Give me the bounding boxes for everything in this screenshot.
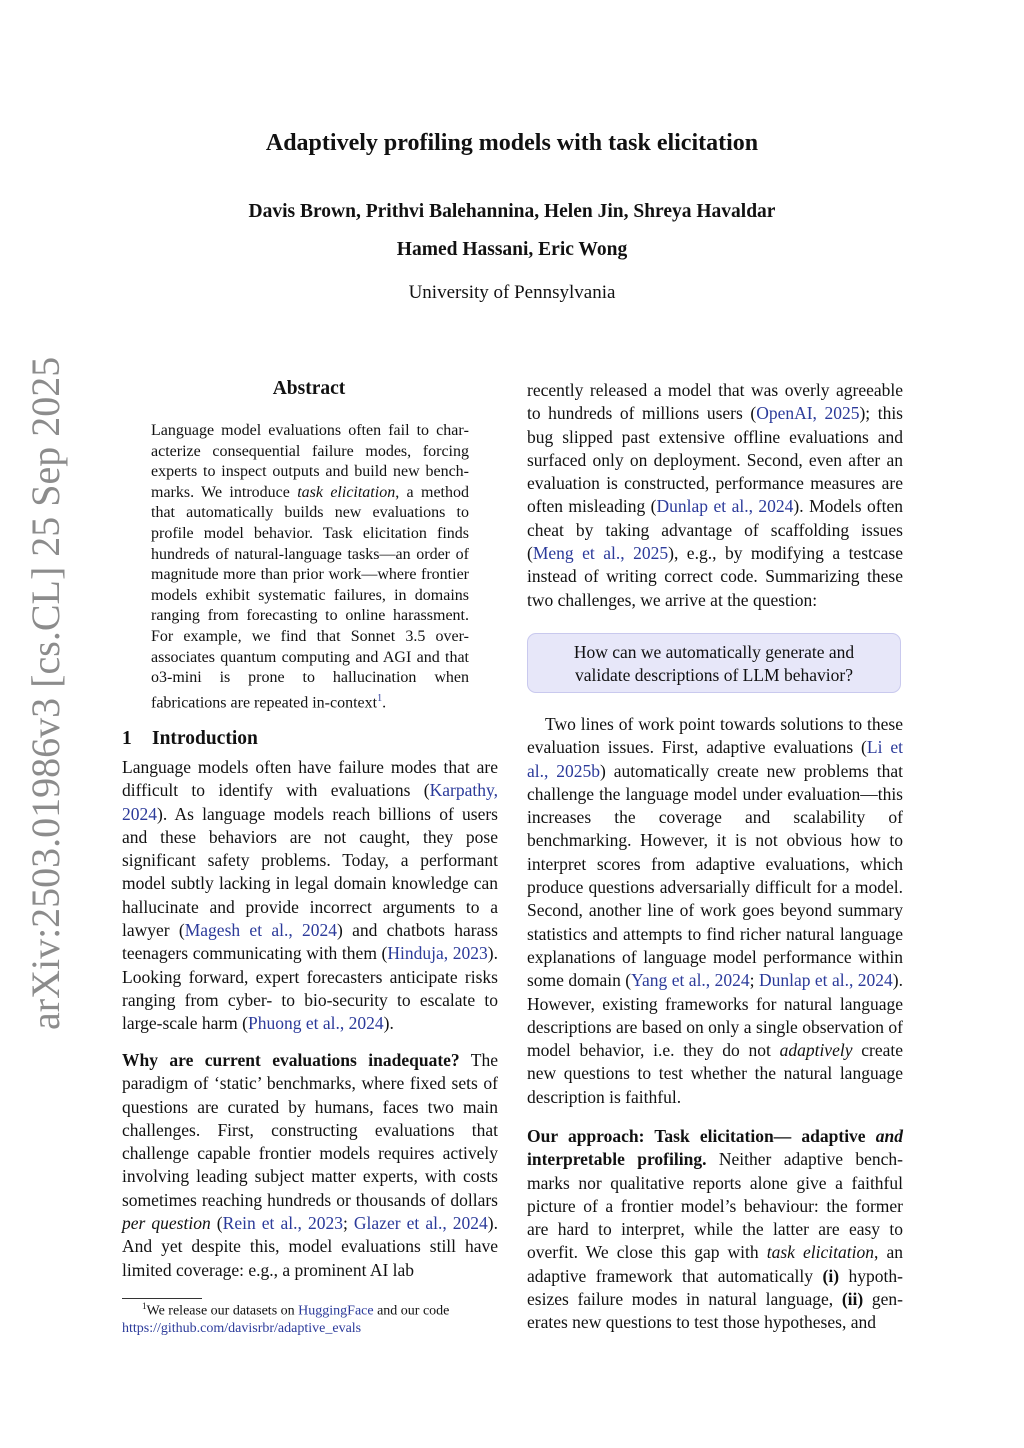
footnote-marker[interactable]: 1 xyxy=(377,692,383,704)
abstract-body: Language model evaluations often fail to characterize consequential failure modes, forcing experts to inspect outputs and build new benchmarks. We introduce task elicitation, a method that automatically builds new evaluations to profile model behavior. Task elicitation finds hundreds of natural-language tasks—an order of magnitude more than prior work—where frontier models exhibit systematic failures, in domains ranging from forecasting to online harassment. For example, we find that Sonnet 3.5 over-associates quantum computing and AGI and that o3-mini is prone to hallucination when fabrications are repeated in-context$^1$. xyxy=(151,422,469,712)
callout-line: validate descriptions of LLM behavior? xyxy=(575,665,853,685)
arxiv-identifier: arXiv:2503.01986v3 [cs.CL] 25 Sep 2025 xyxy=(23,356,68,1030)
citation-link[interactable]: Rein et al., 2023 xyxy=(222,1213,343,1234)
intro-paragraph-5: Our approach: Task elicitation— adaptive and interpretable profiling. Neither adaptive benchmarks nor qualitative reports alone give a faithful picture of a frontier model’s behaviour: the former are hard to interpret, while the latter are easy to overfit. We close this gap with task elicitation, an adaptive framework that automatically (i) hypothesizes failure modes in natural language, (ii) generates new questions to test those hypotheses, and xyxy=(527,1126,903,1333)
citation-link[interactable]: Li et al., 2025b xyxy=(527,737,903,781)
citation-link[interactable]: Dunlap et al., 2024 xyxy=(758,970,893,991)
intro-paragraph-3: recently released a model that was overly agreeable to hundreds of millions users (OpenAI, 2025); this bug slipped past extensive offline evaluations and surfaced only on deployment. Second, even after an evaluation is constructed, performance measures are often misleading (Dunlap et al., 2024). Models often cheat by taking advantage of scaffolding issues (Meng et al., 2025), e.g., by modifying a testcase instead of writing correct code. Summarizing these two challenges, we arrive at the question: xyxy=(527,380,903,610)
footnote: $^1$We release our datasets on HuggingFace and our code https://github.com/davisrbr/adaptive_evals xyxy=(122,1301,450,1336)
citation-link[interactable]: Yang et al., 2024 xyxy=(631,970,750,991)
section-number: 1 xyxy=(122,728,132,749)
author-list-continued: Hamed Hassani, Eric Wong xyxy=(396,239,628,260)
section-title: Introduction xyxy=(152,728,258,749)
intro-paragraph-4: Two lines of work point towards solutions to these evaluation issues. First, adaptive evaluations (Li et al., 2025b) automatically create new problems that challenge the language model under evaluation—this increases the coverage and scalability of benchmarking. However, it is not obvious how to interpret scores from adaptive evaluations, which produce questions adversarially difficult for a model. Second, another line of work goes beyond summary statistics and attempts to find richer natural language explanations of language model performance within some domain (Yang et al., 2024; Dunlap et al., 2024). However, existing frameworks for natural language descriptions are based on only a single observation of model behavior, i.e. they do not adaptively create new questions to test whether the natural language description is faithful. xyxy=(527,714,903,1107)
citation-link[interactable]: Magesh et al., 2024 xyxy=(184,920,337,941)
abstract-heading: Abstract xyxy=(272,378,346,399)
callout-line: How can we automatically generate and xyxy=(573,642,855,662)
citation-link[interactable]: OpenAI, 2025 xyxy=(756,403,860,424)
citation-link[interactable]: Dunlap et al., 2024 xyxy=(656,496,794,517)
citation-link[interactable]: Phuong et al., 2024 xyxy=(248,1013,384,1034)
github-link[interactable]: https://github.com/davisrbr/adaptive_evals xyxy=(122,1320,362,1336)
paragraph-lead: Our approach: Task elicitation— adaptive and interpretable profiling. xyxy=(527,1126,903,1170)
huggingface-link[interactable]: HuggingFace xyxy=(298,1303,374,1319)
intro-paragraph-2: Why are current evaluations inadequate? The paradigm of ‘static’ benchmarks, where fixed sets of questions are curated by humans, faces two main challenges. First, constructing evaluations that challenge capable frontier models requires actively involving leading subject matter experts, with costs sometimes reaching hundreds or thousands of dollars per question (Rein et al., 2023; Glazer et al., 2024). And yet despite this, model evaluations still have limited coverage: e.g., a prominent AI lab xyxy=(122,1050,498,1280)
citation-link[interactable]: Karpathy, 2024 xyxy=(122,780,498,824)
affiliation: University of Pennsylvania xyxy=(408,282,616,303)
citation-link[interactable]: Meng et al., 2025 xyxy=(532,543,669,564)
citation-link[interactable]: Glazer et al., 2024 xyxy=(353,1213,488,1234)
paper-title: Adaptively profiling models with task elicitation xyxy=(265,130,759,156)
paragraph-lead: Why are current evaluations inadequate? xyxy=(122,1050,460,1070)
intro-paragraph-1: Language models often have failure modes that are difficult to identify with evaluations (Karpathy, 2024). As language models reach billions of users and these behaviors are not caught, they pose significant safety problems. Today, a performant model subtly lacking in legal domain knowledge can hallucinate and provide incorrect arguments to a lawyer (Magesh et al., 2024) and chatbots harass teenagers communicating with them (Hinduja, 2023). Looking forward, expert forecasters anticipate risks ranging from cyber- to bio-security to escalate to large-scale harm (Phuong et al., 2024). xyxy=(122,757,498,1034)
author-list: Davis Brown, Prithvi Balehannina, Helen Jin, Shreya Havaldar xyxy=(248,201,776,222)
section-heading-introduction xyxy=(122,728,498,750)
citation-link[interactable]: Hinduja, 2023 xyxy=(387,943,488,964)
research-question-callout xyxy=(527,633,901,693)
